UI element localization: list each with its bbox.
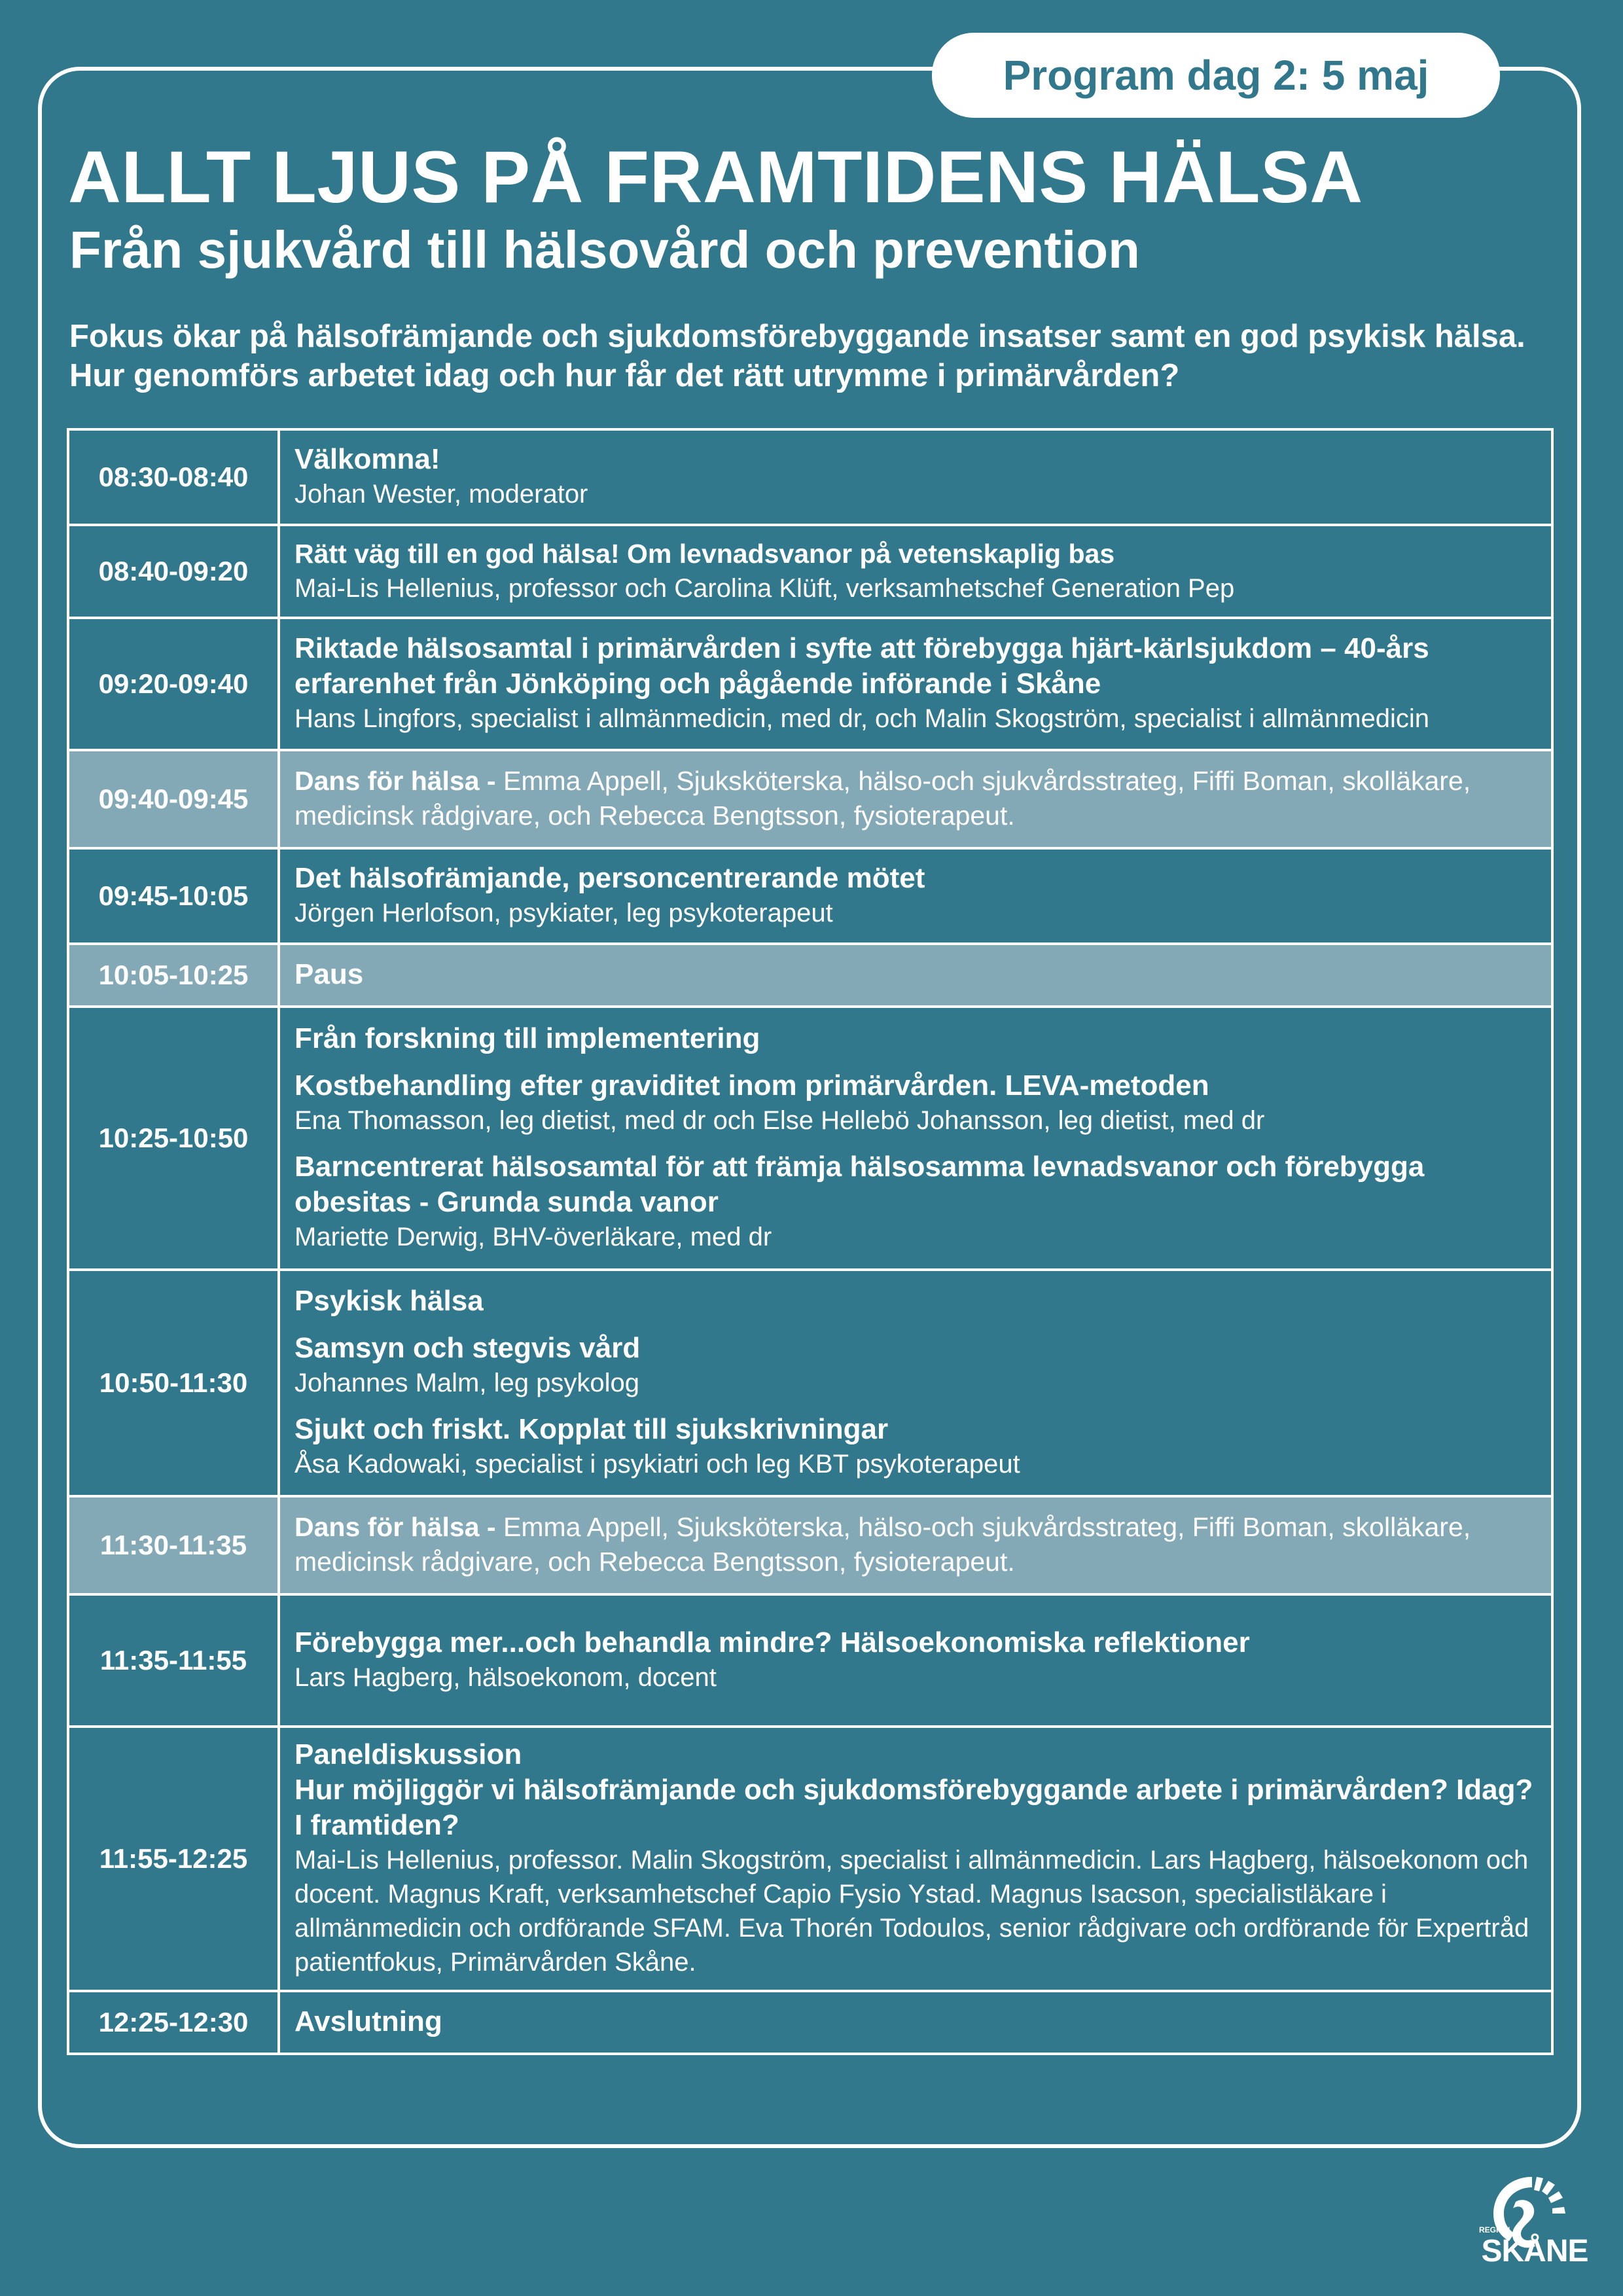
session-speakers: Hans Lingfors, specialist i allmänmedicin, med dr, och Malin Skogström, specialist i allmänmedicin [294, 704, 1430, 733]
session-time: 09:45-10:05 [68, 848, 279, 944]
session-details [279, 1991, 1552, 2054]
session-details [279, 1727, 1552, 1991]
session-time: 11:35-11:55 [68, 1594, 279, 1727]
schedule-row-break [68, 750, 1552, 848]
session-speakers: Emma Appell, Sjuksköterska, hälso-och sjukvårdsstrateg, Fiffi Boman, skolläkare, medicinsk rådgivare, och Rebecca Bengtsson, fysioterapeut. [294, 766, 1471, 831]
session-details [279, 1270, 1552, 1496]
session-title: Rätt väg till en god hälsa! Om levnadsvanor på vetenskaplig bas [294, 539, 1115, 569]
page-subtitle: Från sjukvård till hälsovård och prevention [69, 221, 1140, 279]
session-details [279, 1007, 1552, 1270]
session-title: Barncentrerat hälsosamtal för att främja hälsosamma levnadsvanor och förebygga obesitas - Grunda sunda vanor [294, 1151, 1425, 1218]
session-title: Välkomna! [294, 443, 440, 475]
schedule-row [68, 429, 1552, 525]
session-details [279, 1594, 1552, 1727]
schedule-row [68, 525, 1552, 618]
session-time: 10:50-11:30 [68, 1270, 279, 1496]
session-speakers: Johannes Malm, leg psykolog [294, 1369, 639, 1397]
session-time: 08:40-09:20 [68, 525, 279, 618]
schedule-table [67, 428, 1554, 2055]
session-title: Dans för hälsa - [294, 766, 496, 796]
schedule-row [68, 1727, 1552, 1991]
schedule-row [68, 1007, 1552, 1270]
session-speakers: Lars Hagberg, hälsoekonom, docent [294, 1663, 717, 1692]
logo-wordmark: SKÅNE [1481, 2234, 1588, 2269]
session-title: Dans för hälsa - [294, 1512, 496, 1542]
schedule-row [68, 848, 1552, 944]
session-speakers: Mariette Derwig, BHV-överläkare, med dr [294, 1223, 772, 1251]
session-details [279, 848, 1552, 944]
session-title: Sjukt och friskt. Kopplat till sjukskrivningar [294, 1413, 889, 1445]
page-title: ALLT LJUS PÅ FRAMTIDENS HÄLSA [68, 136, 1363, 218]
session-time: 10:05-10:25 [68, 944, 279, 1007]
session-time: 09:40-09:45 [68, 750, 279, 848]
session-speakers: Mai-Lis Hellenius, professor och Carolina Klüft, verksamhetschef Generation Pep [294, 574, 1235, 603]
program-day-tab: Program dag 2: 5 maj [932, 33, 1500, 118]
session-details [279, 1496, 1552, 1594]
session-details [279, 750, 1552, 848]
schedule-row-pause [68, 944, 1552, 1007]
session-title: Kostbehandling efter graviditet inom primärvården. LEVA-metoden [294, 1069, 1209, 1102]
session-details [279, 525, 1552, 618]
schedule-row-break [68, 1496, 1552, 1594]
session-speakers: Johan Wester, moderator [294, 480, 588, 509]
session-speakers: Ena Thomasson, leg dietist, med dr och Else Hellebö Johansson, leg dietist, med dr [294, 1106, 1265, 1135]
session-heading: Paneldiskussion [294, 1738, 522, 1770]
session-time: 11:30-11:35 [68, 1496, 279, 1594]
logo-region-label: REGION [1479, 2225, 1510, 2234]
session-title: Hur möjliggör vi hälsofrämjande och sjukdomsförebyggande arbete i primärvården? Idag? I framtiden? [294, 1774, 1533, 1841]
session-speakers: Jörgen Herlofson, psykiater, leg psykoterapeut [294, 899, 833, 927]
schedule-row [68, 1991, 1552, 2054]
session-speakers: Emma Appell, Sjuksköterska, hälso-och sjukvårdsstrateg, Fiffi Boman, skolläkare, medicinsk rådgivare, och Rebecca Bengtsson, fysioterapeut. [294, 1512, 1471, 1577]
session-details [279, 618, 1552, 750]
schedule-row [68, 618, 1552, 750]
session-details [279, 429, 1552, 525]
session-title: Det hälsofrämjande, personcentrerande mötet [294, 862, 925, 894]
session-time: 10:25-10:50 [68, 1007, 279, 1270]
session-title: Förebygga mer...och behandla mindre? Hälsoekonomiska reflektioner [294, 1626, 1250, 1659]
session-time: 12:25-12:30 [68, 1991, 279, 2054]
session-speakers: Mai-Lis Hellenius, professor. Malin Skogström, specialist i allmänmedicin. Lars Hagberg, hälsoekonom och docent. Magnus Kraft, verksamhetschef Capio Fysio Ystad. Magnus Isacson, specialistläkare i allmänmedicin och ordförande SFAM. Eva Thorén Todoulos, senior rådgivare och ordförande för Expertråd patientfokus, Primärvården Skåne. [294, 1846, 1529, 1977]
schedule-row [68, 1270, 1552, 1496]
session-time: 11:55-12:25 [68, 1727, 279, 1991]
schedule-row [68, 1594, 1552, 1727]
session-time: 09:20-09:40 [68, 618, 279, 750]
session-speakers: Åsa Kadowaki, specialist i psykiatri och leg KBT psykoterapeut [294, 1450, 1020, 1479]
session-title: Riktade hälsosamtal i primärvården i syfte att förebygga hjärt-kärlsjukdom – 40-års erfarenhet från Jönköping och pågående införande i Skåne [294, 632, 1429, 700]
intro-text: Fokus ökar på hälsofrämjande och sjukdomsförebyggande insatser samt en god psykisk hälsa. Hur genomförs arbetet idag och hur får det rätt utrymme i primärvården? [69, 319, 1525, 393]
session-time: 08:30-08:40 [68, 429, 279, 525]
session-details [279, 944, 1552, 1007]
session-heading: Psykisk hälsa [294, 1285, 484, 1317]
session-title: Samsyn och stegvis vård [294, 1332, 641, 1364]
session-heading: Från forskning till implementering [294, 1022, 760, 1054]
session-title: Avslutning [294, 2005, 442, 2037]
session-title: Paus [294, 958, 364, 990]
